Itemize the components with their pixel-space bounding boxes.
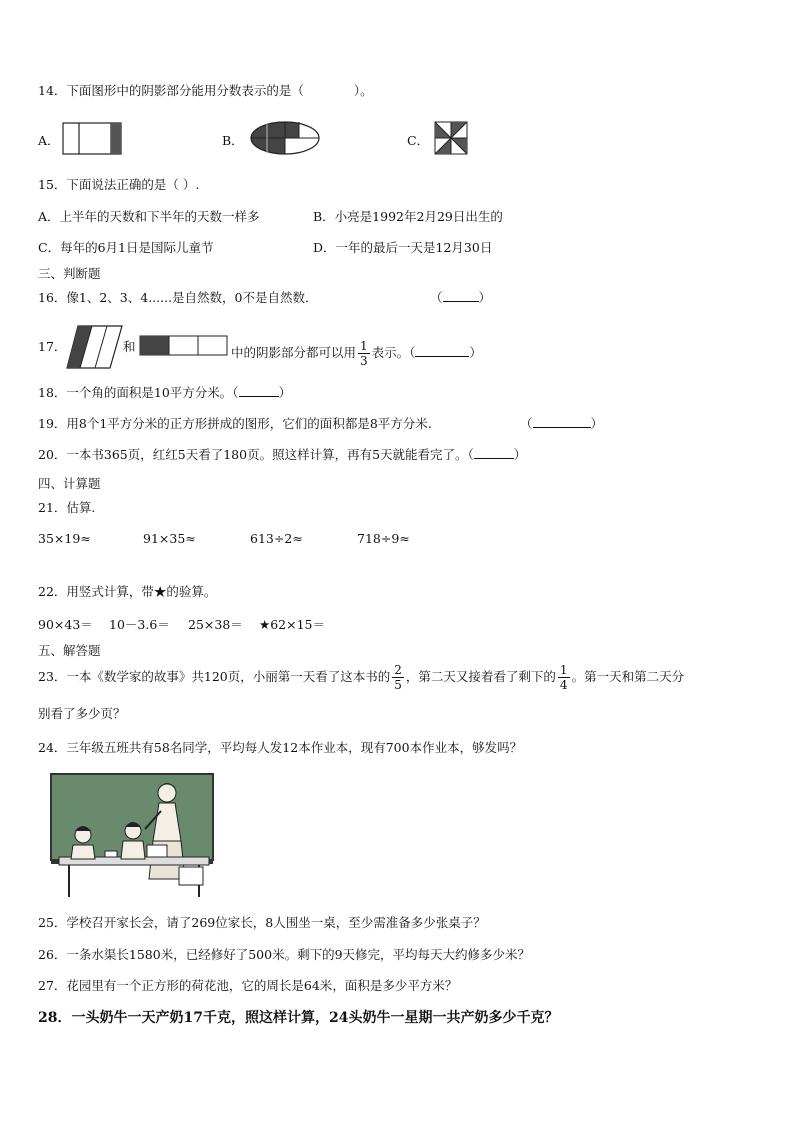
question-25: 25．学校召开家长会，请了269位家长，8人围坐一桌，至少需准备多少张桌子？ [38,915,486,930]
question-20: 20．一本书365页，红红5天看了180页。照这样计算，再有5天就能看完了。（ ） [38,447,527,462]
question-15: 15．下面说法正确的是（ ）. [38,177,200,192]
question-14: 14．下面图形中的阴影部分能用分数表示的是（ ）。 [38,83,373,98]
q14-option-c-label: C． [407,133,430,148]
question-23-continued: 别看了多少页？ [38,706,126,721]
question-21: 21．估算. [38,500,96,515]
question-18: 18．一个角的面积是10平方分米。（ ） [38,385,292,400]
q17-and: 和 [123,339,136,354]
q16-answer-blank: （ ） [430,290,492,305]
q14-option-a-label: A． [38,133,60,148]
q14-option-b-label: B． [222,133,244,148]
question-26: 26．一条水渠长1580米，已经修好了500米。剩下的9天修完，平均每天大约修多少米？ [38,947,531,962]
question-16: 16．像1、2、3、4......是自然数，0不是自然数． [38,290,318,305]
q21-item: 718÷9≈ [357,531,410,546]
q15-option-a: A．上半年的天数和下半年的天数一样多 [38,209,260,224]
q17-parallelogram-figure [66,325,124,369]
question-22: 22．用竖式计算，带★的验算。 [38,584,217,599]
q14-figure-c [434,121,468,155]
q17-fraction: $\frac{1}{3}$ [360,339,368,368]
q17-bar-figure [139,335,229,357]
q15-option-d: D．一年的最后一天是12月30日 [313,240,493,255]
q15-option-c: C．每年的6月1日是国际儿童节 [38,240,214,255]
question-28: 28．一头奶牛一天产奶17千克，照这样计算，24头奶牛一星期一共产奶多少千克？ [38,1010,559,1026]
q14-figure-a [62,122,124,156]
section-5-heading: 五、解答题 [38,643,101,658]
classroom-illustration [49,771,217,901]
q22-item: ★62×15＝ [259,617,325,632]
q21-item: 91×35≈ [143,531,196,546]
question-17: 中的阴影部分都可以用 $\frac{1}{3}$ 表示。（ ） [231,339,482,368]
q15-option-b: B．小亮是1992年2月29日出生的 [313,209,503,224]
q19-answer-blank: （ ） [520,416,604,431]
question-24: 24．三年级五班共有58名同学，平均每人发12本作业本，现有700本作业本，够发吗？ [38,740,523,755]
q22-item: 10－3.6＝ [109,617,170,632]
question-19: 19．用8个1平方分米的正方形拼成的图形，它们的面积都是8平方分米. [38,416,432,431]
q17-number: 17． [38,339,67,354]
q21-item: 613÷2≈ [250,531,303,546]
q22-item: 90×43＝ [38,617,93,632]
question-23: 23．一本《数学家的故事》共120页，小丽第一天看了这本书的 $\frac{2}{5}$ ，第二天又接着看了剩下的 $\frac{1}{4}$ 。第一天和第二天分 [38,663,685,692]
q21-item: 35×19≈ [38,531,91,546]
q22-item: 25×38＝ [188,617,243,632]
section-4-heading: 四、计算题 [38,476,101,491]
section-3-heading: 三、判断题 [38,266,101,281]
q23-fraction-1-4: $\frac{1}{4}$ [559,663,568,692]
q14-figure-b [249,120,321,156]
q23-fraction-2-5: $\frac{2}{5}$ [394,663,402,692]
question-27: 27．花园里有一个正方形的荷花池，它的周长是64米，面积是多少平方米？ [38,978,458,993]
